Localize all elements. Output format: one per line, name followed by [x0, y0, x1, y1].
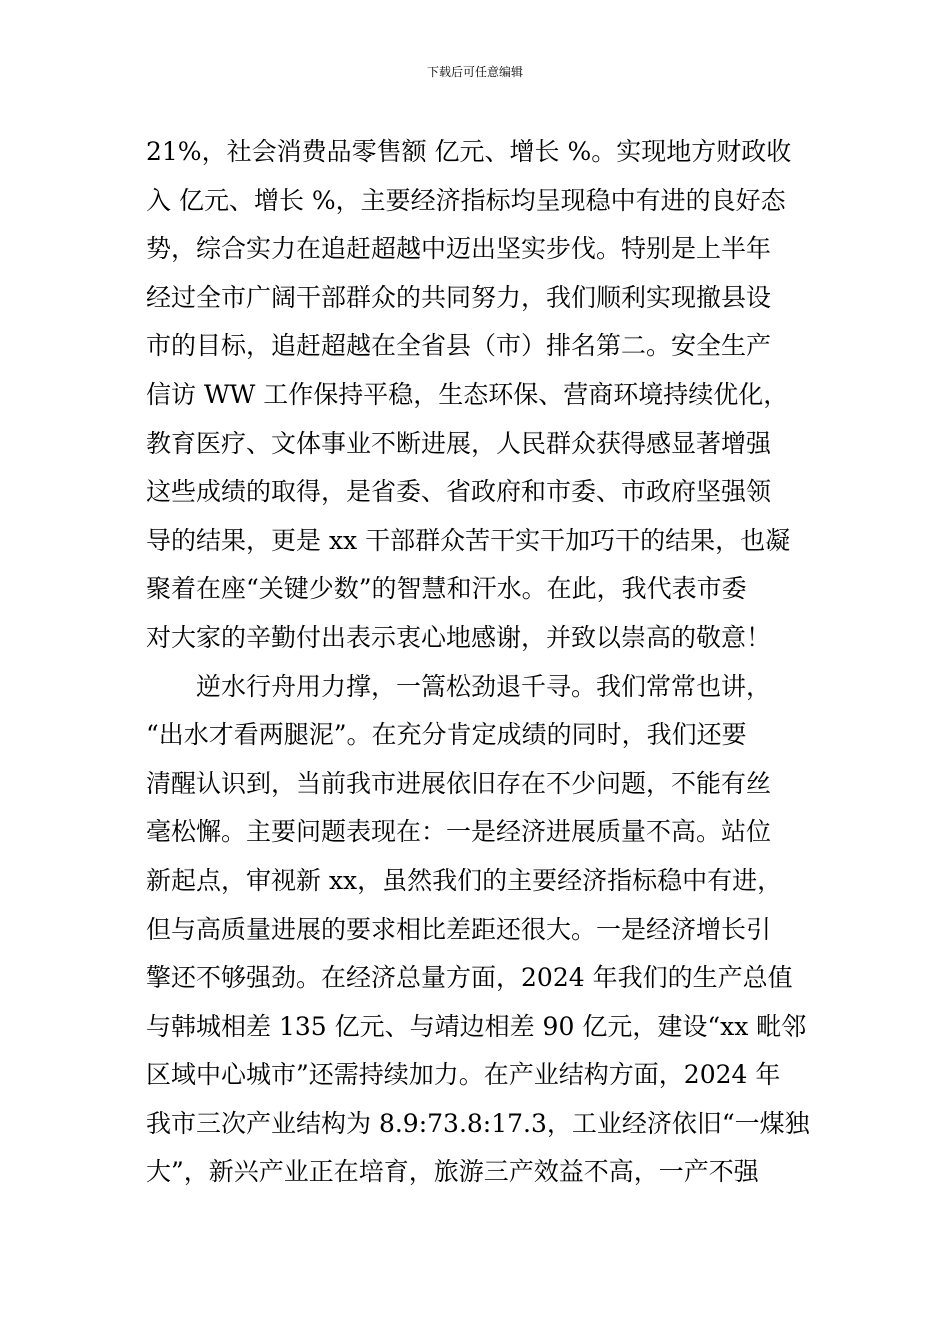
text-line: “出水才看两腿泥”。在充分肯定成绩的同时，我们还要 — [146, 720, 747, 750]
text-line: 21%，社会消费品零售额 亿元、增长 %。实现地方财政收 — [146, 137, 792, 166]
text-line: 市的目标，追赶超越在全省县（市）排名第二。安全生产 — [146, 331, 772, 361]
page-header: 下载后可任意编辑 — [426, 65, 523, 79]
text-line: 这些成绩的取得，是省委、省政府和市委、市政府坚强领 — [146, 477, 772, 507]
text-line: 新起点，审视新 xx，虽然我们的主要经济指标稳中有进， — [146, 865, 783, 895]
text-line: 区域中心城市”还需持续加力。在产业结构方面，2024 年 — [146, 1060, 781, 1090]
text-line: 但与高质量进展的要求相比差距还很大。一是经济增长引 — [146, 914, 772, 944]
document-body — [146, 128, 816, 1197]
text-line: 势，综合实力在追赶超越中迈出坚实步伐。特别是上半年 — [146, 234, 772, 264]
text-line: 清醒认识到，当前我市进展依旧存在不少问题，不能有丝 — [146, 768, 772, 798]
text-line: 我市三次产业结构为 8.9:73.8:17.3，工业经济依旧“一煤独 — [146, 1108, 810, 1138]
text-line: 擎还不够强劲。在经济总量方面，2024 年我们的生产总值 — [146, 963, 793, 993]
text-line: 与韩城相差 135 亿元、与靖边相差 90 亿元，建设“xx 毗邻 — [146, 1011, 807, 1041]
text-line: 信访 WW 工作保持平稳，生态环保、营商环境持续优化， — [146, 379, 789, 409]
text-line: 聚着在座“关键少数”的智慧和汗水。在此，我代表市委 — [146, 574, 747, 604]
text-line: 导的结果，更是 xx 干部群众苦干实干加巧干的结果，也凝 — [146, 525, 791, 555]
text-line: 经过全市广阔干部群众的共同努力，我们顺利实现撤县设 — [146, 282, 772, 312]
text-line: 入 亿元、增长 %，主要经济指标均呈现稳中有进的良好态 — [146, 185, 786, 215]
text-line: 大”，新兴产业正在培育，旅游三产效益不高，一产不强 — [146, 1157, 759, 1187]
text-line: 毫松懈。主要问题表现在：一是经济进展质量不高。站位 — [146, 817, 772, 847]
paragraph-first-line: 逆水行舟用力撑，一篙松劲退千寻。我们常常也讲， — [196, 671, 772, 701]
text-line: 教育医疗、文体事业不断进展，人民群众获得感显著增强 — [146, 428, 772, 458]
text-line: 对大家的辛勤付出表示衷心地感谢，并致以崇高的敬意！ — [146, 622, 772, 652]
